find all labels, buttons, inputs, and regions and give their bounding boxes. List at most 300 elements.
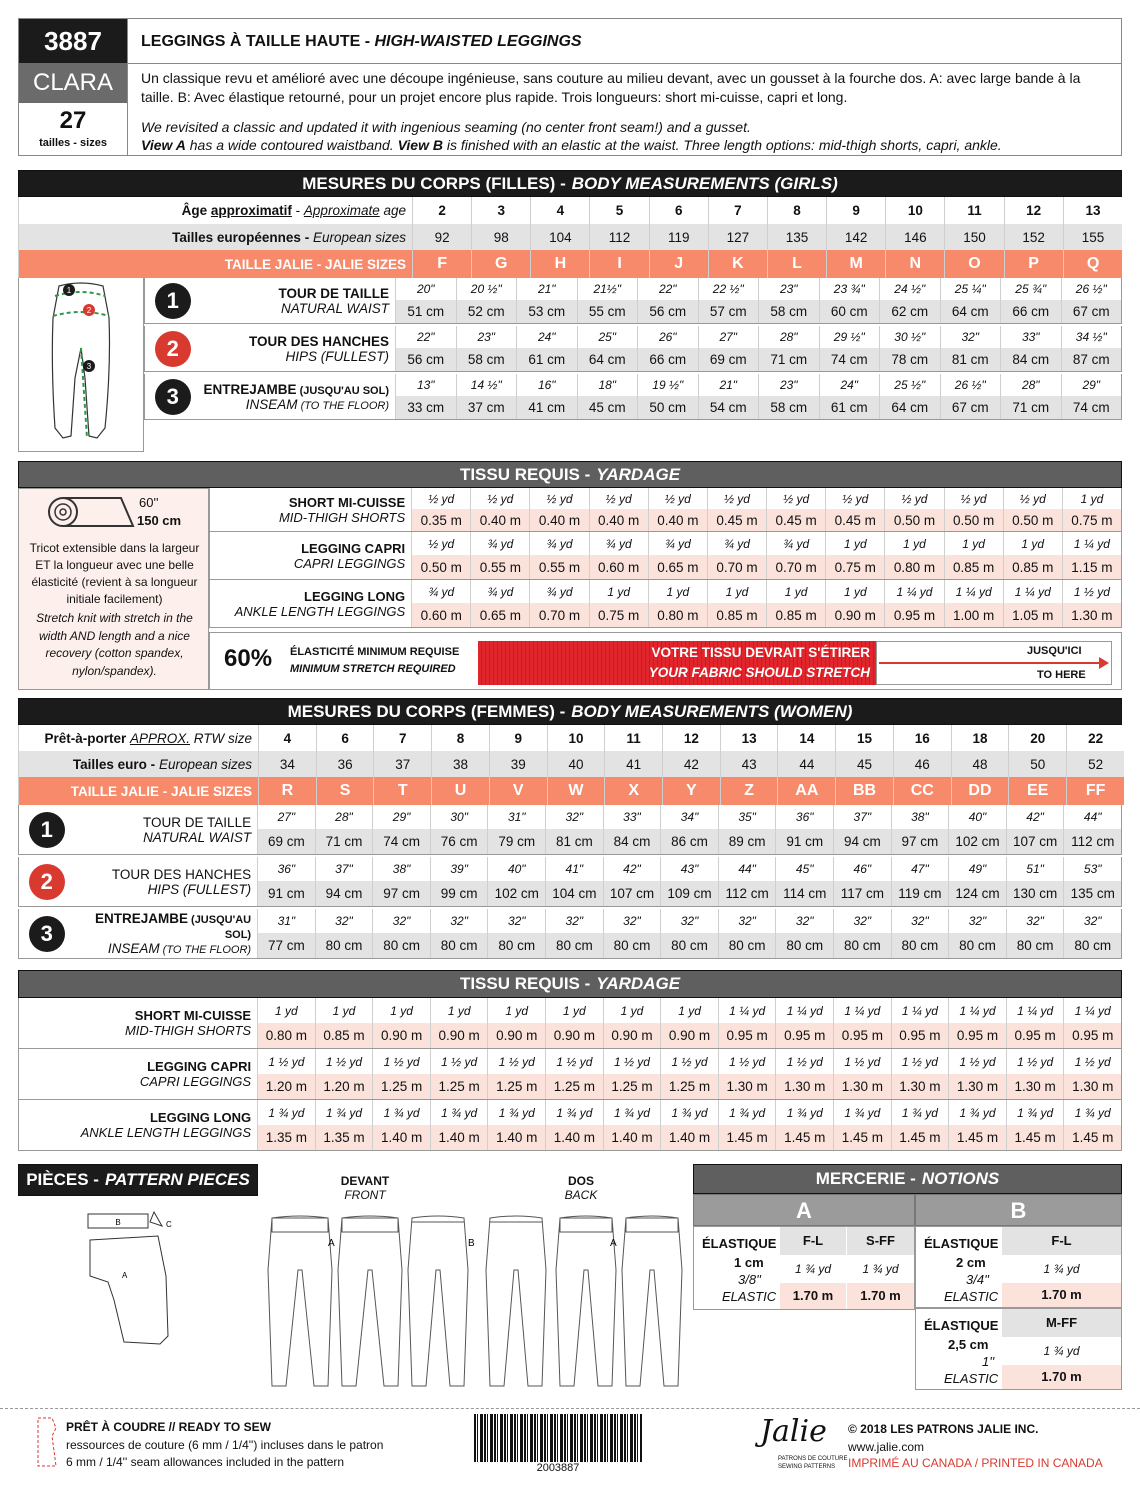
- value-yards: 1 ¼ yd: [718, 998, 776, 1023]
- value-meters: 0.80 m: [257, 1023, 315, 1048]
- value-imperial: 18": [577, 374, 638, 396]
- row-label: TOUR DES HANCHES HIPS (FULLEST): [248, 333, 389, 364]
- elastic-b2-label: ÉLASTIQUE: [924, 1318, 999, 1333]
- women-table: [18, 725, 1124, 805]
- size-count: 27: [59, 107, 87, 134]
- barcode-number: 2003887: [474, 1462, 642, 1474]
- value-yards: 1 ½ yd: [891, 1049, 949, 1074]
- value-yards: 1 ¼ yd: [948, 998, 1006, 1023]
- women-yardage-row: [18, 998, 1122, 1049]
- svg-text:2: 2: [86, 306, 92, 315]
- jalie-size: V: [489, 777, 547, 805]
- euro-size: 37: [374, 751, 432, 777]
- value-imperial: 14 ½": [456, 374, 517, 396]
- girls-table: [18, 197, 1122, 278]
- value-yards: 1 yd: [766, 580, 825, 603]
- value-imperial: 32": [940, 326, 1001, 348]
- value-imperial: 24": [819, 374, 880, 396]
- jalie-size: FF: [1067, 777, 1125, 805]
- euro-size: 38: [432, 751, 490, 777]
- value-yards: 1 yd: [603, 998, 661, 1023]
- rtw-size: 13: [720, 725, 778, 751]
- value-imperial: 53": [1063, 857, 1121, 881]
- value-yards: 1 ¾ yd: [1063, 1100, 1121, 1125]
- rtw-size: 14: [778, 725, 836, 751]
- value-meters: 1.40 m: [430, 1125, 488, 1150]
- value-cm: 84 cm: [1000, 348, 1061, 371]
- row-label: LEGGING LONG ANKLE LENGTH LEGGINGS: [234, 588, 406, 619]
- euro-size: 45: [836, 751, 894, 777]
- value-cm: 119 cm: [891, 881, 949, 906]
- value-meters: 0.90 m: [545, 1023, 603, 1048]
- value-yards: 1 ¾ yd: [430, 1100, 488, 1125]
- value-cm: 55 cm: [577, 300, 638, 323]
- fabric-desc-en: Stretch knit with stretch in the width AND length and a nice recovery (cotton spandex, nylon/spandex).: [36, 611, 193, 678]
- value-meters: 0.90 m: [372, 1023, 430, 1048]
- value-imperial: 19 ½": [637, 374, 698, 396]
- women-measurements-title: MESURES DU CORPS (FEMMES) - BODY MEASUREMENTS (WOMEN): [18, 698, 1122, 725]
- row-label: LEGGING LONG ANKLE LENGTH LEGGINGS: [80, 1110, 252, 1140]
- notions-a-col-2: S-FF: [847, 1227, 914, 1255]
- euro-size: 98: [472, 224, 531, 250]
- notions-b1-block: [915, 1226, 1122, 1308]
- value-meters: 1.45 m: [891, 1125, 949, 1150]
- rtw-size: 7: [374, 725, 432, 751]
- value-yards: ½ yd: [884, 488, 943, 509]
- rtw-label: Prêt-à-porter APPROX. RTW size: [19, 725, 259, 751]
- row-label: LEGGING CAPRI CAPRI LEGGINGS: [139, 1059, 252, 1089]
- value-imperial: 32": [718, 909, 776, 933]
- value-yards: 1 ½ yd: [257, 1049, 315, 1074]
- rtw-size: 22: [1067, 725, 1125, 751]
- garment-views: [264, 1210, 684, 1396]
- value-cm: 66 cm: [637, 348, 698, 371]
- girls-figure: [18, 278, 144, 452]
- value-meters: 1.25 m: [487, 1074, 545, 1099]
- rtw-size: 8: [432, 725, 490, 751]
- website-link[interactable]: www.jalie.com: [848, 1440, 925, 1454]
- value-cm: 102 cm: [487, 881, 545, 906]
- jalie-size: J: [649, 250, 708, 278]
- value-meters: 0.90 m: [825, 603, 884, 627]
- value-meters: 0.40 m: [648, 509, 707, 531]
- value-cm: 79 cm: [487, 829, 545, 854]
- value-cm: 99 cm: [430, 881, 488, 906]
- row-label: TOUR DE TAILLE NATURAL WAIST: [143, 814, 252, 845]
- value-meters: 0.85 m: [707, 603, 766, 627]
- value-cm: 112 cm: [1063, 829, 1121, 854]
- value-cm: 80 cm: [891, 933, 949, 958]
- value-imperial: 22 ½": [698, 278, 759, 300]
- arrow-right-icon: [1099, 657, 1109, 669]
- value-yards: 1 ½ yd: [487, 1049, 545, 1074]
- value-meters: 0.90 m: [660, 1023, 718, 1048]
- value-meters: 0.45 m: [766, 509, 825, 531]
- value-cm: 80 cm: [1063, 933, 1121, 958]
- value-cm: 80 cm: [372, 933, 430, 958]
- value-meters: 0.80 m: [648, 603, 707, 627]
- value-cm: 107 cm: [603, 881, 661, 906]
- value-cm: 102 cm: [948, 829, 1006, 854]
- elastic-b1-label: ÉLASTIQUE: [924, 1236, 999, 1251]
- value-meters: 0.85 m: [315, 1023, 373, 1048]
- rtw-size: 20: [1009, 725, 1067, 751]
- notions-a-m-1: 1.70 m: [780, 1283, 846, 1309]
- value-meters: 1.45 m: [718, 1125, 776, 1150]
- value-imperial: 25 ½": [879, 374, 940, 396]
- value-yards: ¾ yd: [411, 580, 470, 603]
- euro-size: 44: [778, 751, 836, 777]
- jalie-size: T: [374, 777, 432, 805]
- value-imperial: 44": [1063, 805, 1121, 829]
- value-imperial: 35": [718, 805, 776, 829]
- value-meters: 1.30 m: [891, 1074, 949, 1099]
- value-imperial: 26 ½": [940, 374, 1001, 396]
- value-imperial: 21½": [577, 278, 638, 300]
- euro-label: Tailles euro - European sizes: [19, 751, 259, 777]
- value-imperial: 29": [372, 805, 430, 829]
- value-imperial: 20": [395, 278, 456, 300]
- value-imperial: 32": [948, 909, 1006, 933]
- value-cm: 58 cm: [758, 396, 819, 419]
- value-imperial: 23": [758, 374, 819, 396]
- notions-b1-yd: 1 ¾ yd: [1043, 1262, 1080, 1276]
- value-cm: 61 cm: [819, 396, 880, 419]
- notions-b1-m: 1.70 m: [1002, 1283, 1121, 1307]
- euro-size: 39: [489, 751, 547, 777]
- header: [18, 18, 1122, 156]
- value-imperial: 36": [257, 857, 315, 881]
- euro-size: 48: [951, 751, 1009, 777]
- value-imperial: 32": [487, 909, 545, 933]
- value-imperial: 23": [456, 326, 517, 348]
- stretch-row: [209, 632, 1122, 690]
- value-yards: 1 ¼ yd: [1003, 580, 1062, 603]
- rtw-size: 10: [547, 725, 605, 751]
- euro-size: 146: [886, 224, 945, 250]
- value-yards: 1 ¾ yd: [1006, 1100, 1064, 1125]
- value-imperial: 32": [603, 909, 661, 933]
- euro-size: 42: [663, 751, 721, 777]
- notions-title: MERCERIE - NOTIONS: [693, 1164, 1122, 1194]
- value-cm: 77 cm: [257, 933, 315, 958]
- value-imperial: 27": [698, 326, 759, 348]
- logo-sub-1: PATRONS DE COUTURE: [778, 1456, 848, 1462]
- value-cm: 41 cm: [516, 396, 577, 419]
- age: 13: [1063, 197, 1122, 224]
- value-yards: ¾ yd: [529, 532, 588, 555]
- value-cm: 80 cm: [545, 933, 603, 958]
- value-yards: 1 yd: [589, 580, 648, 603]
- value-yards: 1 ½ yd: [718, 1049, 776, 1074]
- euro-label: Tailles européennes - European sizes: [19, 224, 413, 250]
- value-yards: 1 ¾ yd: [545, 1100, 603, 1125]
- value-cm: 69 cm: [257, 829, 315, 854]
- value-meters: 0.80 m: [884, 555, 943, 579]
- jalie-size: P: [1004, 250, 1063, 278]
- value-imperial: 30 ½": [879, 326, 940, 348]
- row-label: LEGGING CAPRI CAPRI LEGGINGS: [293, 540, 406, 571]
- value-cm: 74 cm: [1061, 396, 1122, 419]
- value-imperial: 23 ¾": [819, 278, 880, 300]
- value-imperial: 25 ¼": [940, 278, 1001, 300]
- age: 4: [531, 197, 590, 224]
- rtw-size: 12: [663, 725, 721, 751]
- value-yards: 1 ½ yd: [603, 1049, 661, 1074]
- value-meters: 1.00 m: [944, 603, 1003, 627]
- euro-size: 112: [590, 224, 649, 250]
- value-imperial: 22": [395, 326, 456, 348]
- rtw-size: 9: [489, 725, 547, 751]
- age: 2: [413, 197, 472, 224]
- value-meters: 1.30 m: [775, 1074, 833, 1099]
- euro-size: 36: [316, 751, 374, 777]
- value-imperial: 32": [430, 909, 488, 933]
- value-cm: 94 cm: [315, 881, 373, 906]
- value-yards: 1 ¼ yd: [1006, 998, 1064, 1023]
- jalie-label: TAILLE JALIE - JALIE SIZES: [19, 777, 259, 805]
- value-imperial: 41": [545, 857, 603, 881]
- euro-size: 119: [649, 224, 708, 250]
- fabric-info: [18, 488, 209, 690]
- row-label: SHORT MI-CUISSE MID-THIGH SHORTS: [278, 494, 406, 525]
- value-meters: 0.85 m: [1003, 555, 1062, 579]
- jalie-size: N: [886, 250, 945, 278]
- elastic-a-width-cm: 1 cm: [734, 1255, 764, 1270]
- fabric-width-cm: 150 cm: [137, 513, 182, 528]
- ready-to-sew: PRÊT À COUDRE // READY TO SEW: [66, 1420, 271, 1434]
- value-meters: 1.30 m: [1063, 1074, 1121, 1099]
- euro-size: 155: [1063, 224, 1122, 250]
- value-imperial: 32": [660, 909, 718, 933]
- value-yards: ¾ yd: [470, 580, 529, 603]
- jalie-size: M: [827, 250, 886, 278]
- value-meters: 0.95 m: [948, 1023, 1006, 1048]
- value-cm: 84 cm: [603, 829, 661, 854]
- euro-size: 92: [413, 224, 472, 250]
- value-cm: 114 cm: [775, 881, 833, 906]
- value-yards: 1 yd: [707, 580, 766, 603]
- value-imperial: 24": [516, 326, 577, 348]
- value-cm: 76 cm: [430, 829, 488, 854]
- desc-fr: Un classique revu et amélioré avec une découpe ingénieuse, sans couture au milieu devant, avec un gousset à la fourche dos. A: avec large bande à la taille. B: Avec élastique retourné, pour un projet encore plus rapide. Trois longueurs: short mi-cuisse, capri et long.: [141, 70, 1081, 105]
- row-label: TOUR DES HANCHES HIPS (FULLEST): [111, 866, 252, 897]
- value-cm: 104 cm: [545, 881, 603, 906]
- jalie-size: Y: [663, 777, 721, 805]
- jalie-size: W: [547, 777, 605, 805]
- age: 3: [472, 197, 531, 224]
- euro-size: 34: [259, 751, 317, 777]
- stretch-bar-en: YOUR FABRIC SHOULD STRETCH: [648, 665, 870, 680]
- elastic-a-word: ELASTIC: [722, 1289, 777, 1304]
- euro-size: 43: [720, 751, 778, 777]
- value-yards: 1 ¾ yd: [891, 1100, 949, 1125]
- svg-text:A: A: [122, 1271, 128, 1280]
- value-meters: 0.50 m: [411, 555, 470, 579]
- value-imperial: 37": [315, 857, 373, 881]
- value-meters: 0.85 m: [766, 603, 825, 627]
- row-label: ENTREJAMBE (JUSQU'AU SOL) INSEAM (TO THE FLOOR): [203, 381, 389, 412]
- stretch-target: [876, 641, 1112, 685]
- pattern-name: CLARA: [19, 63, 127, 103]
- notions-b2-block: [915, 1308, 1122, 1390]
- value-imperial: 42": [1006, 805, 1064, 829]
- value-cm: 87 cm: [1061, 348, 1122, 371]
- stretch-to-fr: JUSQU'ICI: [1027, 645, 1082, 657]
- value-yards: ½ yd: [825, 488, 884, 509]
- value-meters: 1.45 m: [1063, 1125, 1121, 1150]
- girls-measurements-title: MESURES DU CORPS (FILLES) - BODY MEASUREMENTS (GIRLS): [18, 170, 1122, 197]
- value-yards: 1 ¾ yd: [948, 1100, 1006, 1125]
- value-meters: 1.25 m: [603, 1074, 661, 1099]
- elastic-a-label: ÉLASTIQUE: [702, 1236, 777, 1251]
- value-meters: 0.40 m: [470, 509, 529, 531]
- value-imperial: 27": [257, 805, 315, 829]
- notions-b2-col: M-FF: [1002, 1309, 1121, 1337]
- value-meters: 1.25 m: [660, 1074, 718, 1099]
- girls-yardage-row: [209, 488, 1122, 532]
- row-number-badge: 3: [19, 909, 75, 958]
- value-imperial: 40": [487, 857, 545, 881]
- fabric-roll-icon: [45, 495, 137, 529]
- value-meters: 1.40 m: [372, 1125, 430, 1150]
- value-cm: 109 cm: [660, 881, 718, 906]
- value-cm: 80 cm: [487, 933, 545, 958]
- value-yards: 1 ¾ yd: [775, 1100, 833, 1125]
- value-yards: ½ yd: [707, 488, 766, 509]
- value-imperial: 32": [372, 909, 430, 933]
- value-meters: 0.85 m: [944, 555, 1003, 579]
- value-yards: ¾ yd: [529, 580, 588, 603]
- value-yards: 1 yd: [315, 998, 373, 1023]
- value-imperial: 34": [660, 805, 718, 829]
- value-yards: ¾ yd: [766, 532, 825, 555]
- value-cm: 66 cm: [1000, 300, 1061, 323]
- value-cm: 80 cm: [833, 933, 891, 958]
- row-number-badge: 1: [19, 805, 75, 854]
- value-yards: ½ yd: [411, 488, 470, 509]
- value-meters: 1.40 m: [660, 1125, 718, 1150]
- fabric-width-in: 60'': [139, 495, 159, 510]
- value-yards: 1 ¼ yd: [775, 998, 833, 1023]
- value-imperial: 44": [718, 857, 776, 881]
- notions-view-b: B: [915, 1194, 1122, 1226]
- value-imperial: 21": [516, 278, 577, 300]
- value-yards: 1 yd: [825, 532, 884, 555]
- value-cm: 67 cm: [940, 396, 1001, 419]
- value-yards: 1 yd: [660, 998, 718, 1023]
- pattern-pieces-drawing: [18, 1196, 258, 1396]
- value-cm: 69 cm: [698, 348, 759, 371]
- jalie-size: DD: [951, 777, 1009, 805]
- value-imperial: 16": [516, 374, 577, 396]
- value-meters: 1.25 m: [545, 1074, 603, 1099]
- row-number-badge: 3: [145, 374, 201, 419]
- back-label: DOS BACK: [564, 1174, 598, 1202]
- value-imperial: 38": [372, 857, 430, 881]
- rtw-size: 18: [951, 725, 1009, 751]
- value-yards: ½ yd: [1003, 488, 1062, 509]
- value-yards: ¾ yd: [707, 532, 766, 555]
- size-count-label: tailles - sizes: [39, 137, 107, 149]
- value-meters: 0.75 m: [1062, 509, 1121, 531]
- notions-b2-yd: 1 ¾ yd: [1043, 1344, 1080, 1358]
- age: 6: [649, 197, 708, 224]
- value-yards: 1 yd: [257, 998, 315, 1023]
- age: 5: [590, 197, 649, 224]
- elastic-b2-width-in: 1'': [982, 1354, 995, 1369]
- rtw-size: 4: [259, 725, 317, 751]
- value-meters: 1.05 m: [1003, 603, 1062, 627]
- desc-en-2: View A has a wide contoured waistband. View B is finished with an elastic at the waist. Three length options: mid-thigh shorts, capri, ankle.: [141, 137, 1002, 153]
- notions-a-m-2: 1.70 m: [847, 1283, 914, 1309]
- value-yards: 1 ¾ yd: [833, 1100, 891, 1125]
- value-yards: 1 ½ yd: [660, 1049, 718, 1074]
- value-meters: 1.30 m: [1006, 1074, 1064, 1099]
- value-imperial: 31": [257, 909, 315, 933]
- value-imperial: 51": [1006, 857, 1064, 881]
- value-imperial: 28": [1000, 374, 1061, 396]
- value-meters: 0.95 m: [833, 1023, 891, 1048]
- value-meters: 1.15 m: [1062, 555, 1121, 579]
- pieces-title: PIÈCES - PATTERN PIECES: [18, 1164, 258, 1196]
- value-meters: 0.35 m: [411, 509, 470, 531]
- value-meters: 1.45 m: [1006, 1125, 1064, 1150]
- age: 11: [945, 197, 1004, 224]
- girls-yardage-rows: [209, 488, 1122, 628]
- value-cm: 58 cm: [456, 348, 517, 371]
- jalie-size: Z: [720, 777, 778, 805]
- value-imperial: 28": [315, 805, 373, 829]
- row-label: ENTREJAMBE (JUSQU'AU SOL) INSEAM (TO THE FLOOR): [94, 911, 252, 956]
- value-imperial: 26 ½": [1061, 278, 1122, 300]
- women-yardage-rows: [18, 998, 1122, 1151]
- ready-en: 6 mm / 1/4'' seam allowances included in the pattern: [66, 1455, 345, 1469]
- value-yards: 1 ¼ yd: [1063, 998, 1121, 1023]
- value-cm: 80 cm: [430, 933, 488, 958]
- value-meters: 0.95 m: [1006, 1023, 1064, 1048]
- jalie-size: F: [413, 250, 472, 278]
- value-meters: 0.65 m: [648, 555, 707, 579]
- jalie-size: Q: [1063, 250, 1122, 278]
- value-imperial: 29": [1061, 374, 1122, 396]
- value-imperial: 32": [1006, 909, 1064, 933]
- row-number-badge: 1: [145, 278, 201, 323]
- value-meters: 0.90 m: [430, 1023, 488, 1048]
- value-meters: 1.45 m: [775, 1125, 833, 1150]
- value-meters: 1.45 m: [833, 1125, 891, 1150]
- value-imperial: 43": [660, 857, 718, 881]
- value-cm: 74 cm: [372, 829, 430, 854]
- women-measure-row: [18, 857, 1122, 907]
- value-cm: 80 cm: [775, 933, 833, 958]
- value-yards: 1 ¾ yd: [603, 1100, 661, 1125]
- value-meters: 0.95 m: [1063, 1023, 1121, 1048]
- copyright: © 2018 LES PATRONS JALIE INC.: [848, 1422, 1039, 1436]
- value-yards: 1 ½ yd: [1063, 1049, 1121, 1074]
- girls-measure-row: [144, 326, 1122, 372]
- value-meters: 0.70 m: [529, 603, 588, 627]
- value-imperial: 38": [891, 805, 949, 829]
- jalie-size: X: [605, 777, 663, 805]
- elastic-b2-word: ELASTIC: [944, 1371, 999, 1386]
- value-yards: ½ yd: [529, 488, 588, 509]
- value-yards: ½ yd: [766, 488, 825, 509]
- value-yards: ½ yd: [944, 488, 1003, 509]
- value-yards: ¾ yd: [470, 532, 529, 555]
- value-yards: 1 ¾ yd: [718, 1100, 776, 1125]
- value-yards: 1 ¾ yd: [660, 1100, 718, 1125]
